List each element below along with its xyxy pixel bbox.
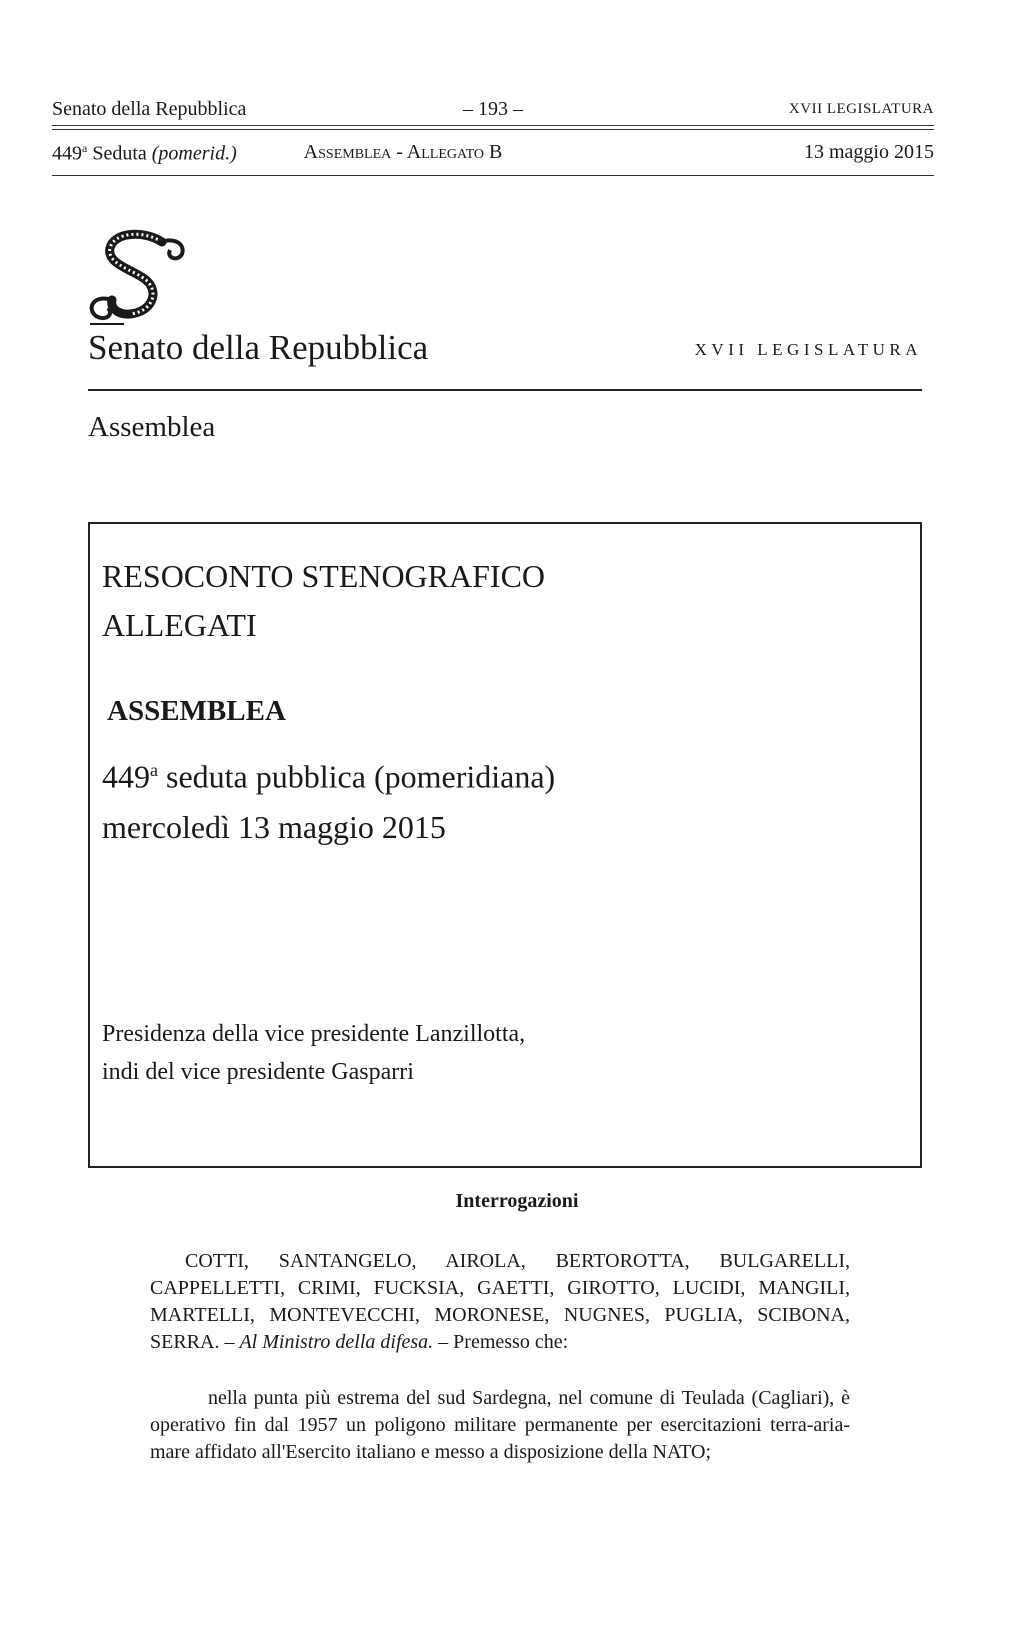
section-heading: Interrogazioni — [455, 1190, 579, 1212]
masthead-institution: Senato della Repubblica — [88, 328, 429, 367]
session-line — [102, 745, 555, 802]
session-info — [102, 745, 555, 852]
header-session-label: Seduta — [92, 142, 147, 165]
header-institution: Senato della Repubblica — [52, 98, 247, 120]
presidency-line1: Presidenza della vice presidente Lanzillotta, — [102, 1021, 526, 1047]
interrogation-authors: COTTI, SANTANGELO, AIROLA, BERTOROTTA, BULGARELLI, CAPPELLETTI, CRIMI, FUCKSIA, GAETTI, GIROTTO, LUCIDI, MANGILI, MARTELLI, MONTEVECCHI, MORONESE, NUGNES, PUGLIA, SCIBONA, SERRA. — [150, 1250, 850, 1353]
session-date: mercoledì 13 maggio 2015 — [102, 808, 446, 845]
header-annex: Assemblea - Allegato B — [303, 141, 503, 163]
interrogation-premise: Premesso che: — [453, 1331, 569, 1353]
header-date: 13 maggio 2015 — [804, 141, 934, 163]
running-header-row-2 — [52, 141, 934, 167]
assembly-label: ASSEMBLEA — [107, 695, 286, 727]
header-rule-top — [52, 125, 934, 126]
interrogation-recipient: Al Ministro della difesa. — [239, 1331, 434, 1353]
session-number: 449 — [102, 758, 150, 795]
report-title — [102, 552, 545, 650]
session-rest: seduta pubblica (pomeridiana) — [166, 758, 556, 795]
interrogation-paragraph: nella punta più estrema del sud Sardegna, nel comune di Teulada (Cagliari), è operativo fin dal 1957 un poligono militare permanente per esercitazioni terra-aria-mare affidato all'Esercito italiano e messo a disposizione della NATO; — [150, 1387, 850, 1463]
session-superscript: a — [150, 760, 158, 780]
header-session-number: 449 — [52, 142, 82, 165]
page-number: – 193 – — [463, 98, 523, 120]
presidency-line2: indi del vice presidente Gasparri — [102, 1059, 414, 1085]
presidency — [102, 1015, 525, 1091]
header-rule-bottom — [52, 175, 934, 176]
header-session-qualifier: (pomerid.) — [151, 142, 237, 165]
senate-logo-icon — [84, 228, 196, 326]
report-title-line2: ALLEGATI — [102, 607, 257, 643]
interrogation-intro: COTTI, SANTANGELO, AIROLA, BERTOROTTA, BULGARELLI, CAPPELLETTI, CRIMI, FUCKSIA, GAETTI, GIROTTO, LUCIDI, MANGILI, MARTELLI, MONTEVECCHI, MORONESE, NUGNES, PUGLIA, SCIBONA, SERRA. – Al Ministro della difesa. – Premesso che: — [150, 1250, 850, 1353]
masthead-legislature: XVII LEGISLATURA — [694, 340, 922, 359]
header-legislature: XVII LEGISLATURA — [788, 101, 934, 117]
masthead-section: Assemblea — [88, 411, 216, 443]
running-header-row-1 — [52, 98, 934, 124]
report-title-line1: RESOCONTO STENOGRAFICO — [102, 558, 546, 594]
report-frame — [88, 522, 922, 1168]
header-session-superscript: a — [82, 141, 88, 155]
masthead-rule — [88, 389, 922, 391]
header-rule-top-2 — [52, 129, 934, 130]
